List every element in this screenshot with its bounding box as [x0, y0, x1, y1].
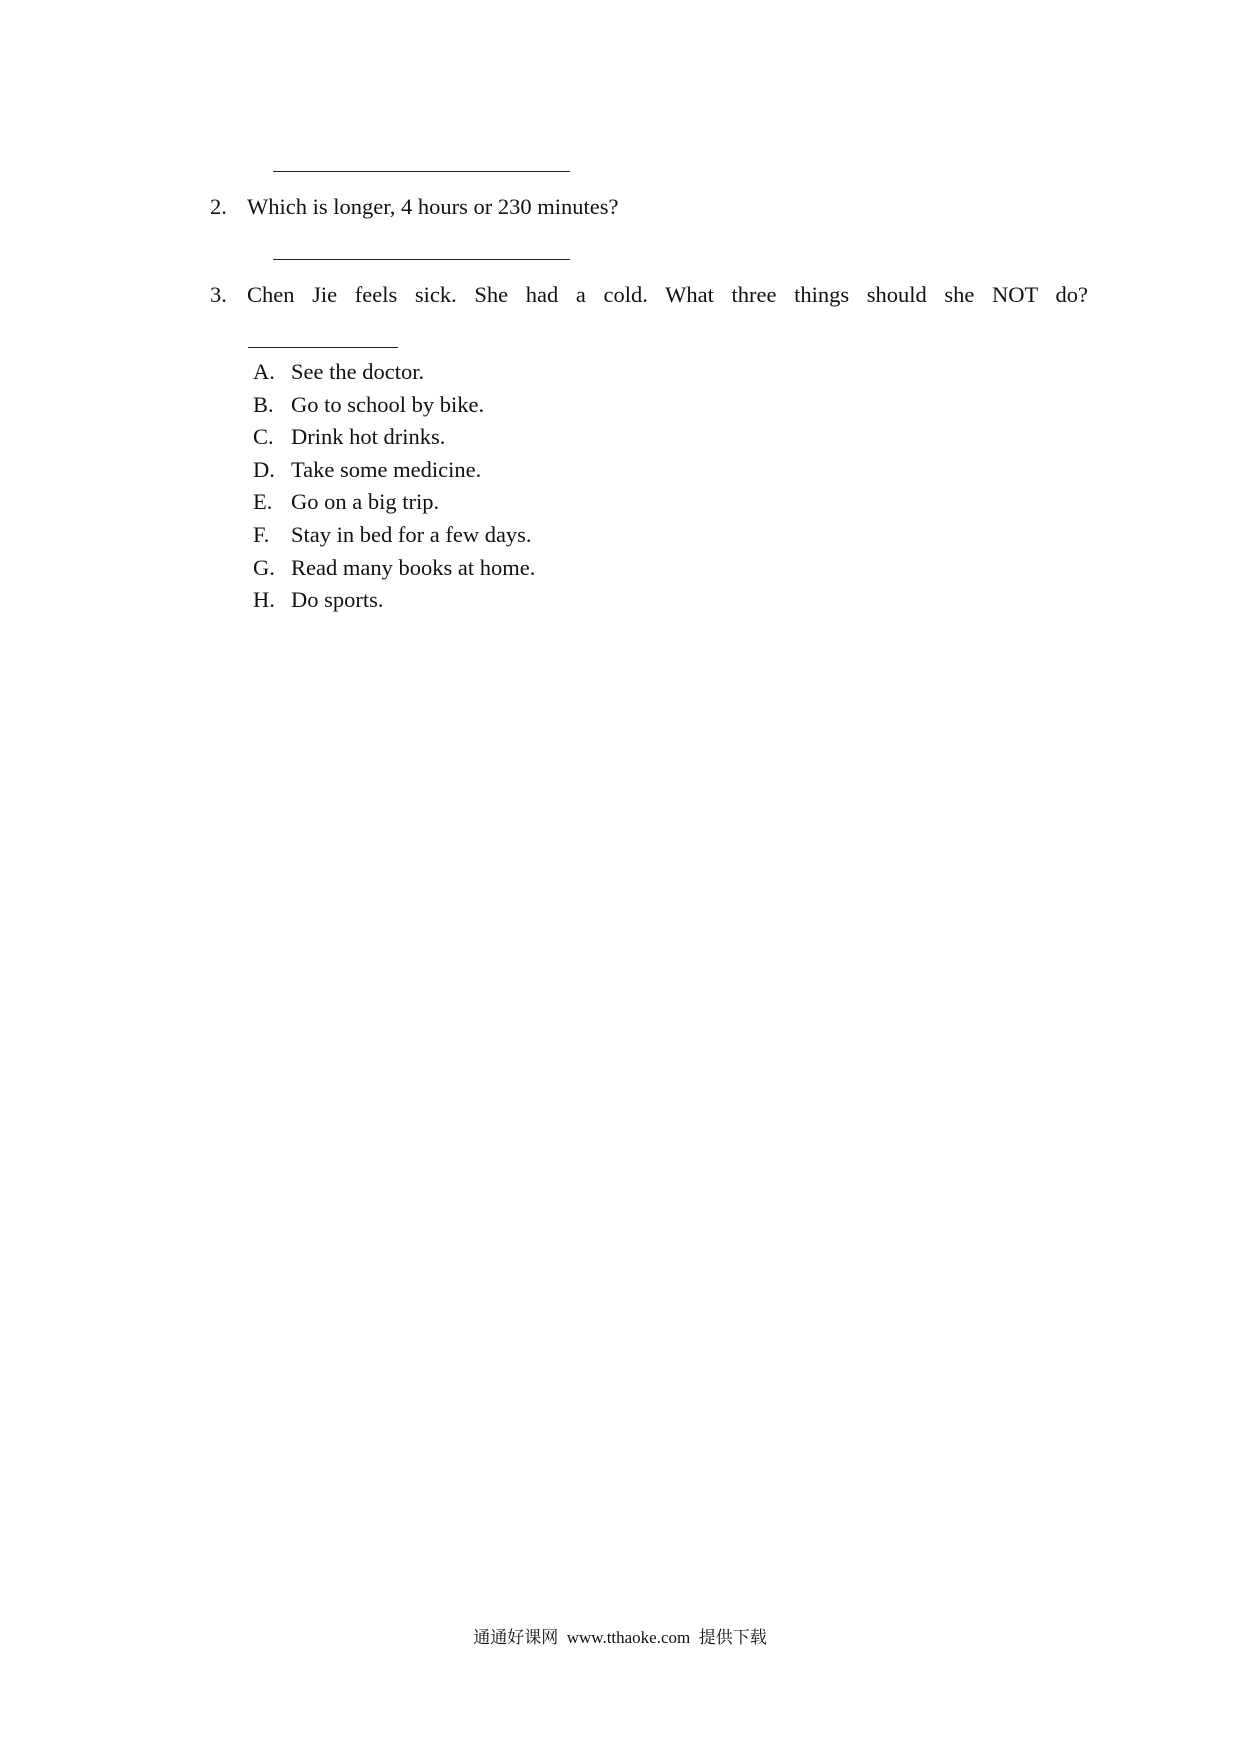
answer-blank-q3[interactable] [248, 347, 398, 348]
page-footer: 通通好课网 www.tthaoke.com 提供下载 [473, 1628, 767, 1647]
option-letter: C. [253, 424, 274, 450]
option-letter: F. [253, 521, 270, 547]
question-number: 3. [210, 282, 227, 307]
option-letter: G. [253, 554, 275, 580]
option-text: Take some medicine. [291, 456, 482, 482]
answer-blank-q2[interactable] [273, 259, 570, 260]
option-text: Go on a big trip. [291, 489, 440, 515]
option-text: Read many books at home. [291, 554, 536, 580]
option-letter: A. [253, 359, 275, 384]
option-text: Go to school by bike. [291, 391, 485, 417]
option-letter: D. [253, 456, 275, 482]
question-text: Chen Jie feels sick. She had a cold. What three things should she NOT do? [247, 282, 1088, 307]
option-text: Drink hot drinks. [291, 424, 446, 450]
question-number: 2. [210, 194, 227, 219]
answer-blank-q1[interactable] [273, 171, 570, 172]
option-text: See the doctor. [291, 359, 425, 384]
option-text: Stay in bed for a few days. [291, 521, 532, 547]
option-letter: B. [253, 391, 274, 417]
option-letter: E. [253, 489, 273, 515]
option-letter: H. [253, 587, 275, 613]
option-text: Do sports. [291, 587, 384, 613]
question-text: Which is longer, 4 hours or 230 minutes? [247, 194, 619, 219]
